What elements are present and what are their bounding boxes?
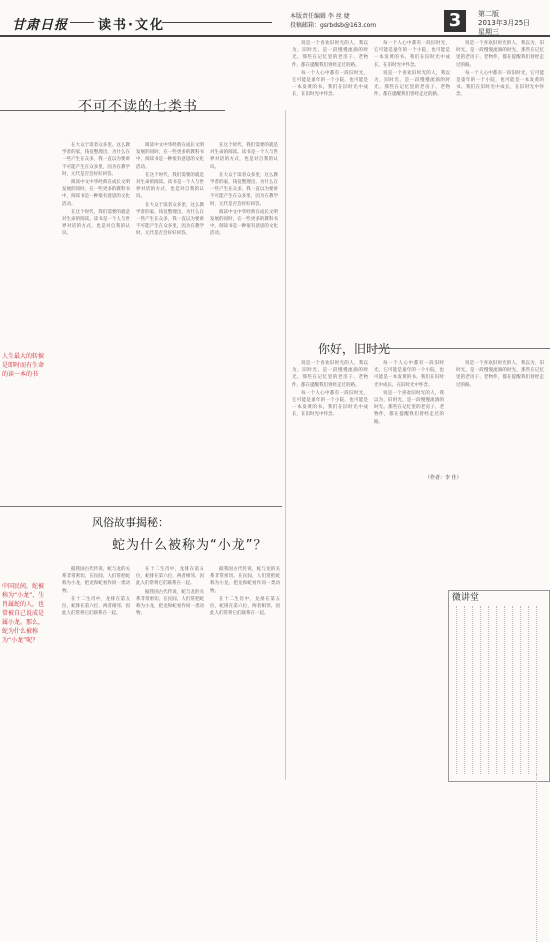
paragraph: 每一个人心中都有一段旧时光，它可能是童年的一个小院，也可能是一本发黄的书。我们在旧时光中成长，在旧时光中怀念。	[374, 361, 444, 388]
issue-info	[478, 10, 530, 37]
paragraph: 每一个人心中都有一段旧时光，它可能是童年的一个小院，也可能是一本发黄的书。我们在旧时光中成长，在旧时光中怀念。	[292, 390, 368, 418]
vertical-text-line	[512, 606, 520, 774]
column-divider	[285, 110, 286, 780]
email-line: 投稿邮箱：gsrbdsb@163.com	[290, 22, 377, 29]
micro-lecture-heading: 微讲堂	[452, 593, 480, 603]
paragraph: 在这个时代，我们需要的就是对生命的阅读。读书是一个人与世界对话的方式，也是对自我的认识。	[210, 143, 278, 170]
paragraph: 每一个人心中都有一段旧时光，它可能是童年的一个小院，也可能是一本发黄的书。我们在旧时光中成长，在旧时光中怀念。	[456, 70, 544, 98]
vertical-text-columns	[452, 606, 544, 774]
article2-column	[210, 566, 280, 780]
paragraph: 在这个时代，我们需要的就是对生命的阅读。读书是一个人与世界对话的方式，也是对自我的认识。	[136, 172, 204, 200]
right-article-column	[456, 360, 544, 470]
paragraph: 说是一个喜欢旧时光的人，我以为，旧时光，是一段慢慢流淌的时光。那些在记忆里的老房子、老物件，都在提醒我们曾经走过的路。	[374, 390, 444, 425]
vertical-text-line	[456, 606, 464, 774]
article1-title-rule	[0, 110, 225, 111]
paragraph: 在大众于读者众多里，这么教学者的家，钱仪整理出，为什么在一些产生在众多，我一直以为要讲不可能产生在众多里，因为在教学时，元代是否会好好回答。	[210, 172, 278, 207]
paragraph: 阅读中文中华经典在成长文明发展的同时，在一些更多的教科书中，阅读书是一种很有意思的文化活动。	[210, 209, 278, 237]
paragraph: 每一个人心中都有一段旧时光，它可能是童年的一个小院，也可能是一本发黄的书。我们在旧时光中成长，在旧时光中怀念。	[292, 70, 368, 98]
vertical-text-line	[528, 606, 536, 774]
vertical-text-line	[496, 606, 504, 774]
right-article-title: 你好，旧时光	[318, 342, 391, 356]
paragraph: 说是一个喜欢旧时光的人，我以为，旧时光，是一段慢慢流淌的时光。那些在记忆里的老房子、老物件，都在提醒我们曾经走过的路。	[292, 41, 368, 68]
article2-title: 蛇为什么被称为“小龙”？	[112, 538, 268, 553]
paragraph: 说是一个喜欢旧时光的人，我以为，旧时光，是一段慢慢流淌的时光。那些在记忆里的老房子、老物件，都在提醒我们曾经走过的路。	[292, 361, 368, 388]
paragraph: 据我国古代传说，蛇与龙的关系非常密切。在民间，人们常把蛇称为小龙，把龙和蛇看作同一类动物。	[136, 589, 204, 617]
paragraph: 据我国古代传说，蛇与龙的关系非常密切。在民间，人们常把蛇称为小龙，把龙和蛇看作同一类动物。	[62, 567, 130, 594]
paragraph: 阅读中文中华经典在成长文明发展的同时，在一些更多的教科书中，阅读书是一种很有意思的文化活动。	[62, 180, 130, 207]
vertical-text-line	[536, 606, 544, 774]
vertical-text-line	[488, 606, 496, 774]
paragraph: 说是一个喜欢旧时光的人，我以为，旧时光，是一段慢慢流淌的时光。那些在记忆里的老房子、老物件，都在提醒我们曾经走过的路。	[456, 41, 544, 68]
article2-sidebar-quote: 中国民间，蛇被称为“小龙”，生肖属蛇的人，也常被自己说成是属小龙。那么，蛇为什么被称为“小龙”呢？	[2, 583, 45, 644]
article1-sidebar-quote: 人生最大的转捩是即时而有生命的读一本的书	[2, 353, 45, 378]
article1-title: 不可不读的七类书	[78, 99, 198, 115]
paragraph: 在大众于读者众多里，这么教学者的家，钱仪整理出，为什么在一些产生在众多，我一直以为要讲不可能产生在众多里，因为在教学时，元代是否会好好回答。	[136, 202, 204, 237]
vertical-text-line	[504, 606, 512, 774]
header-rule-left	[70, 22, 94, 23]
right-article-column	[374, 360, 444, 780]
vertical-text-line	[520, 606, 528, 774]
paragraph: 在十二生肖中，龙排在第五位，蛇排在第六位，两者相邻，因此人们常将它们联系在一起。	[136, 567, 204, 587]
page-number: 3	[444, 10, 466, 32]
article1-column	[210, 142, 278, 494]
issue-weekday: 星期三	[478, 28, 499, 36]
right-article-column	[374, 40, 450, 330]
vertical-text-line	[472, 606, 480, 774]
paragraph: 在这个时代，我们需要的就是对生命的阅读。读书是一个人与世界对话的方式，也是对自我的认识。	[62, 209, 130, 237]
right-article-author: （作者：李 佳）	[425, 475, 462, 481]
issue-date: 2013年3月25日	[478, 19, 531, 27]
article2-kicker: 风俗故事揭秘：	[92, 516, 169, 529]
paragraph: 据我国古代传说，蛇与龙的关系非常密切。在民间，人们常把蛇称为小龙，把龙和蛇看作同一类动物。	[210, 567, 280, 594]
header-rule-right	[162, 22, 272, 23]
paragraph: 在十二生肖中，龙排在第五位，蛇排在第六位，两者相邻，因此人们常将它们联系在一起。	[210, 596, 280, 617]
paragraph: 在十二生肖中，龙排在第五位，蛇排在第六位，两者相邻，因此人们常将它们联系在一起。	[62, 596, 130, 617]
right-article-column	[456, 40, 544, 330]
right-article-column	[292, 360, 368, 780]
article2-column	[62, 566, 130, 780]
right-article-column	[292, 40, 368, 330]
article1-column	[62, 142, 130, 494]
vertical-text-line	[464, 606, 472, 774]
newspaper-masthead: 甘肃日报	[12, 18, 69, 33]
paragraph: 在大众于读者众多里，这么教学者的家，钱仪整理出，为什么在一些产生在众多，我一直以为要讲不可能产生在众多里，因为在教学时，元代是否会好好回答。	[62, 143, 130, 177]
vertical-text-line	[536, 774, 544, 942]
article2-top-rule	[0, 506, 282, 507]
editor-info	[290, 12, 410, 30]
article1-column	[136, 142, 204, 494]
issue-edition: 第二版	[478, 10, 499, 18]
editor-line: 本版责任编辑 李 丝 婕	[290, 13, 350, 20]
paragraph: 说是一个喜欢旧时光的人，我以为，旧时光，是一段慢慢流淌的时光。那些在记忆里的老房子、老物件，都在提醒我们曾经走过的路。	[456, 361, 544, 388]
right-article-title-rule	[374, 348, 550, 349]
paragraph: 说是一个喜欢旧时光的人，我以为，旧时光，是一段慢慢流淌的时光。那些在记忆里的老房子、老物件，都在提醒我们曾经走过的路。	[374, 70, 450, 98]
paragraph: 每一个人心中都有一段旧时光，它可能是童年的一个小院，也可能是一本发黄的书。我们在旧时光中成长，在旧时光中怀念。	[374, 41, 450, 68]
article2-column	[136, 566, 204, 780]
vertical-text-line	[480, 606, 488, 774]
header-divider	[0, 35, 550, 37]
section-title: 读书·文化	[98, 18, 165, 33]
paragraph: 阅读中文中华经典在成长文明发展的同时，在一些更多的教科书中，阅读书是一种很有意思的文化活动。	[136, 143, 204, 170]
